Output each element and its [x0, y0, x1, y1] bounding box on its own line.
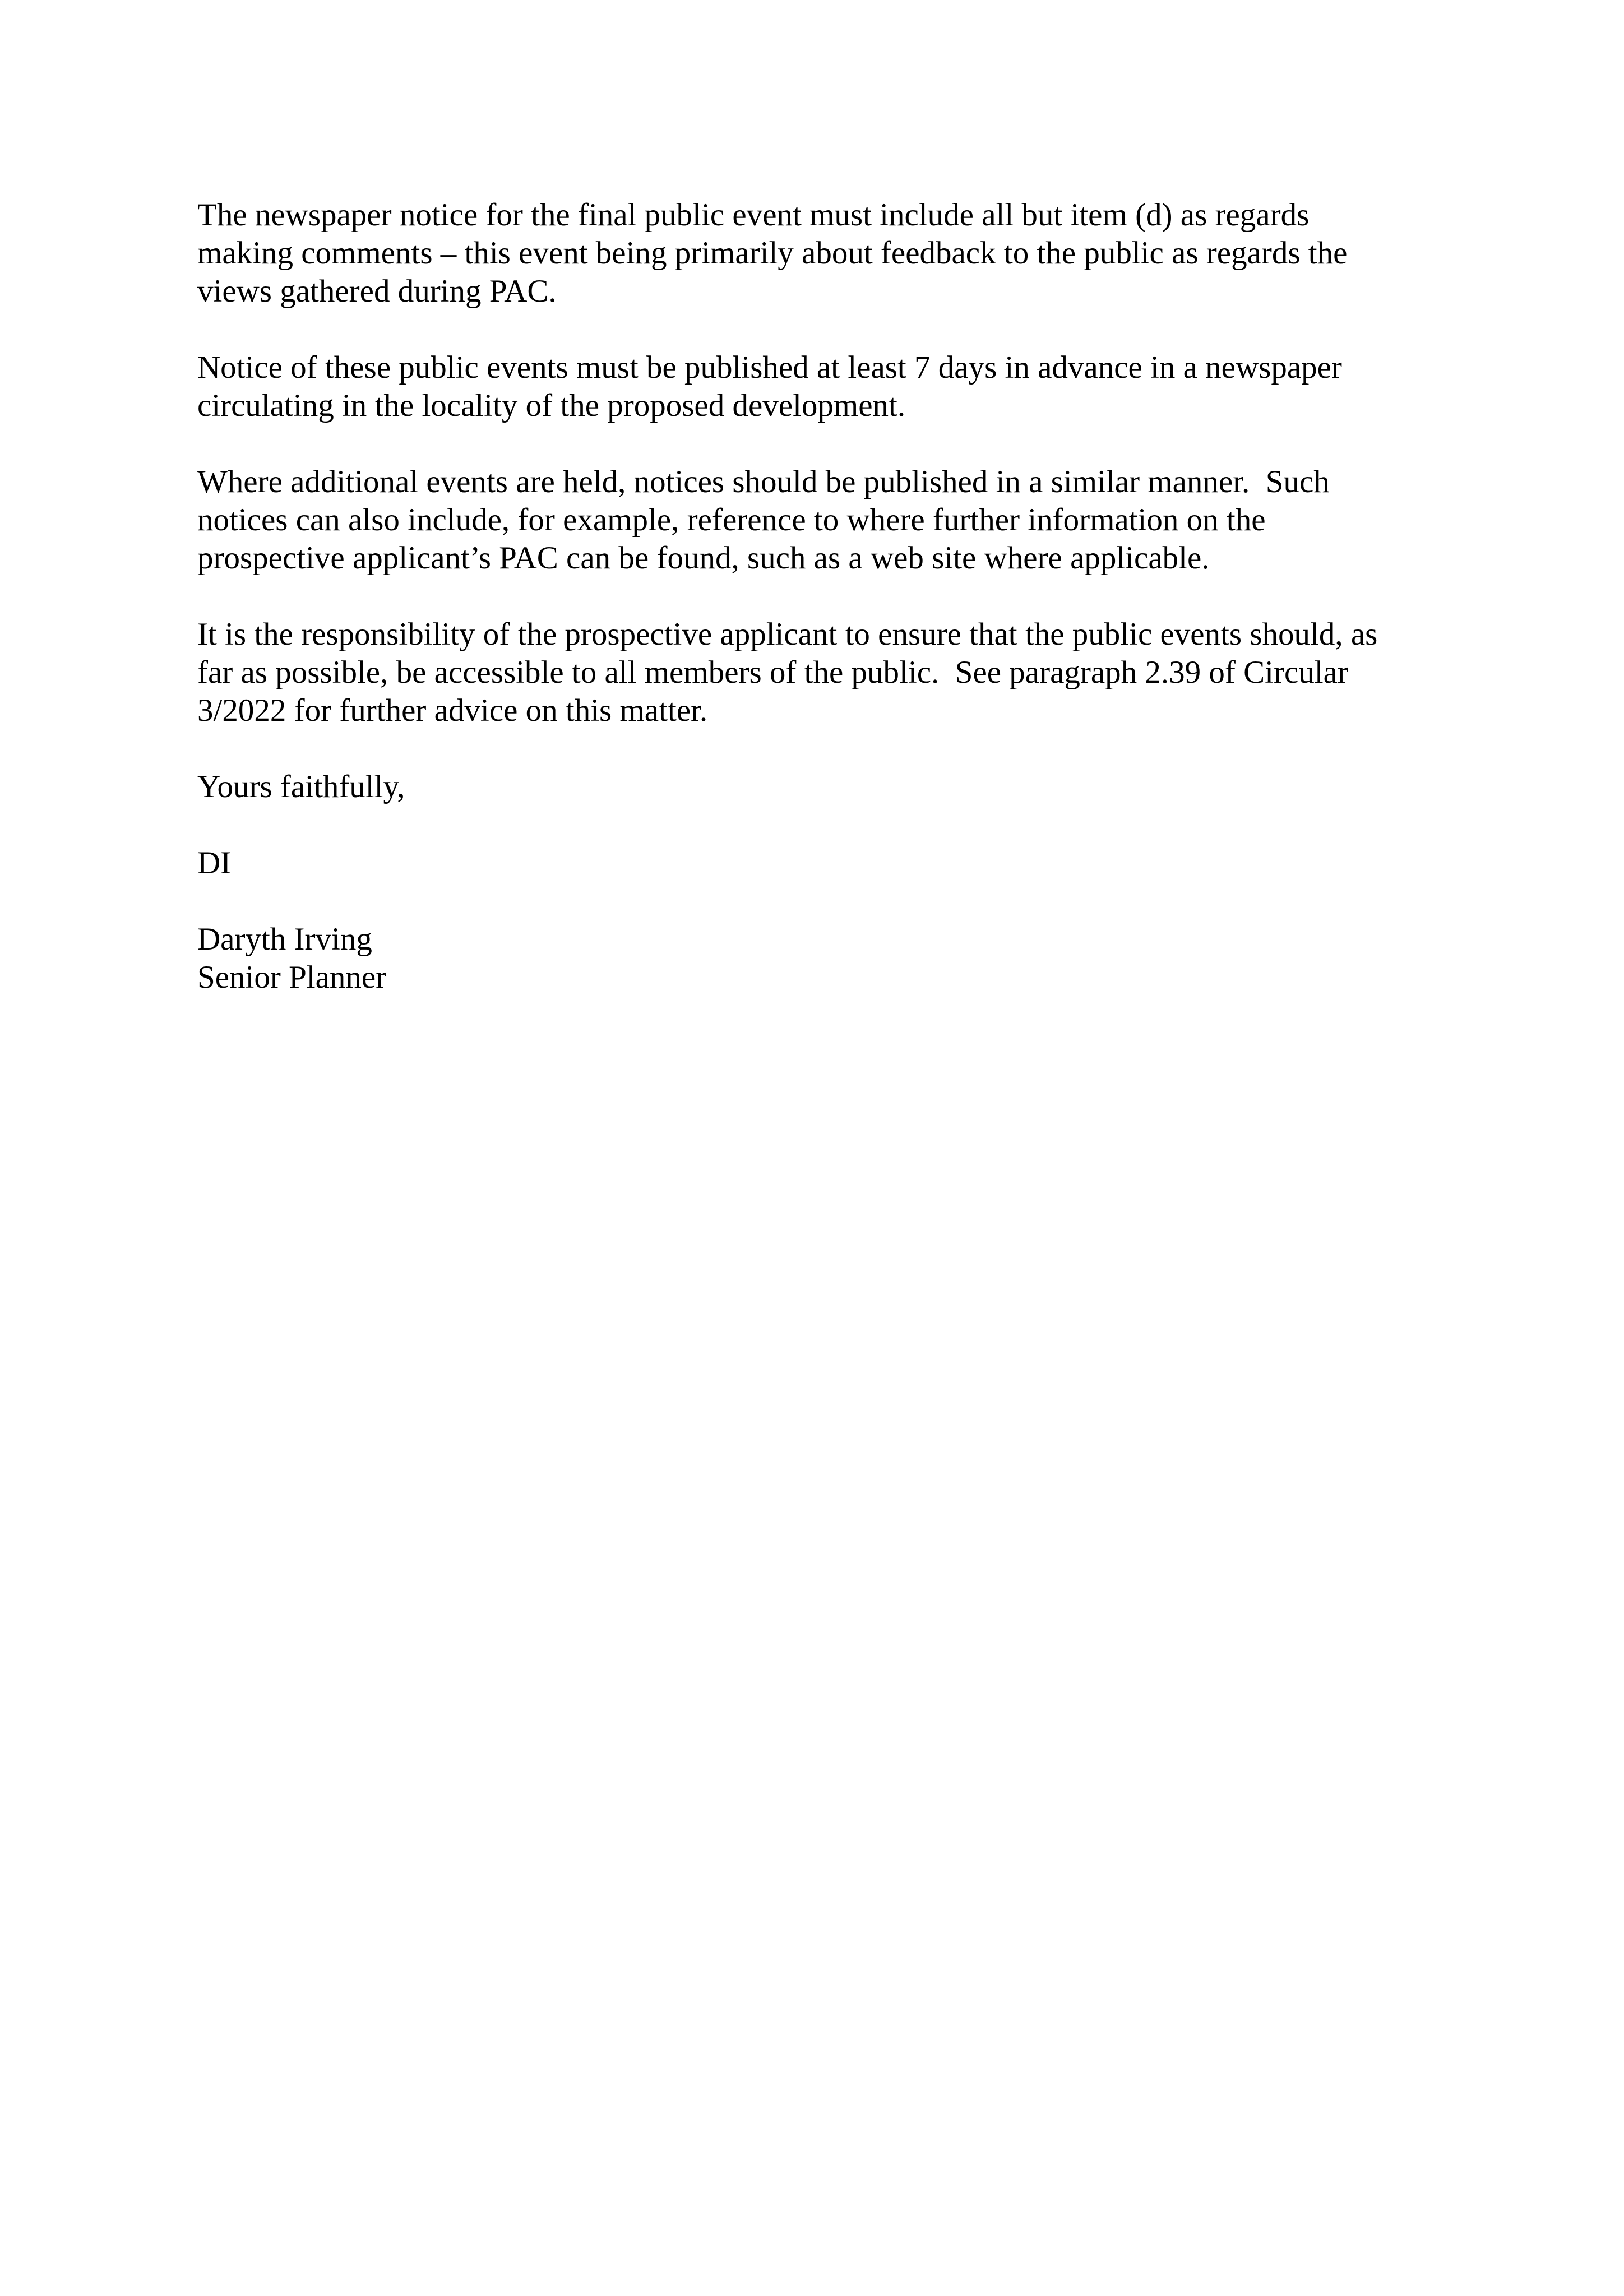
paragraph-accessibility	[197, 615, 1459, 730]
text-line: circulating in the locality of the proposed development.	[197, 388, 906, 423]
text-line: Where additional events are held, notices should be published in a similar manner. Such	[197, 464, 1330, 499]
letter-body	[197, 196, 1459, 997]
paragraph-final-event-notice	[197, 196, 1459, 311]
signature-initials	[197, 844, 1459, 882]
closing-salutation	[197, 768, 1459, 806]
signatory-name: Daryth Irving	[197, 922, 372, 957]
text-line: Notice of these public events must be published at least 7 days in advance in a newspaper	[197, 350, 1342, 385]
paragraph-notice-publication	[197, 349, 1459, 425]
signatory-block	[197, 920, 1459, 997]
closing-text: Yours faithfully,	[197, 769, 405, 804]
paragraph-additional-events	[197, 463, 1459, 577]
signatory-title: Senior Planner	[197, 960, 387, 995]
text-line: far as possible, be accessible to all members of the public. See paragraph 2.39 of Circular	[197, 655, 1348, 690]
text-line: notices can also include, for example, reference to where further information on the	[197, 502, 1266, 538]
text-line: views gathered during PAC.	[197, 274, 557, 309]
initials-text: DI	[197, 845, 232, 881]
text-line: The newspaper notice for the final public event must include all but item (d) as regards	[197, 197, 1310, 233]
text-line: prospective applicant’s PAC can be found, such as a web site where applicable.	[197, 540, 1210, 576]
text-line: It is the responsibility of the prospective applicant to ensure that the public events should, as	[197, 617, 1378, 652]
text-line: 3/2022 for further advice on this matter.	[197, 693, 708, 728]
text-line: making comments – this event being primarily about feedback to the public as regards the	[197, 235, 1348, 271]
